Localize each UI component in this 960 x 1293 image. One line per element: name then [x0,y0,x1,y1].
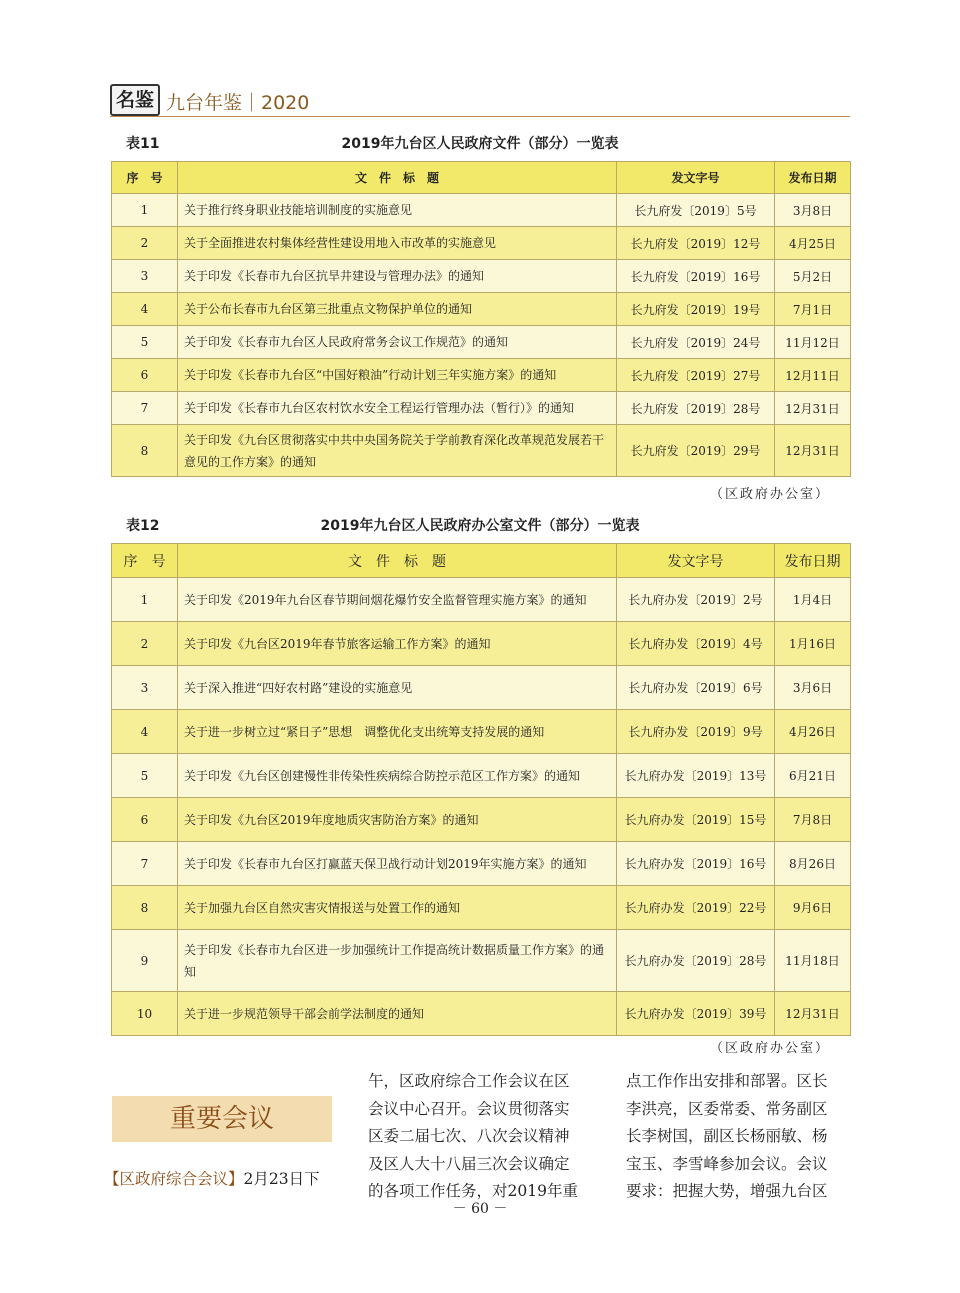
row-date: 12月31日 [775,992,851,1036]
text-line: 李洪亮，区委常委、常务副区 [626,1099,828,1118]
col-header-title: 文 件 标 题 [178,544,617,578]
row-docno: 长九府发〔2019〕16号 [617,260,775,293]
row-title: 关于印发《长春市九台区“中国好粮油”行动计划三年实施方案》的通知 [178,359,617,392]
table-row [112,992,851,1036]
row-title: 关于印发《九台区2019年度地质灾害防治方案》的通知 [178,798,617,842]
row-index: 3 [112,666,178,710]
row-docno: 长九府办发〔2019〕28号 [617,930,775,992]
page-header [110,84,850,116]
table-row [112,194,851,227]
meeting-heading: 【区政府综合会议】 [104,1170,244,1188]
row-docno: 长九府办发〔2019〕15号 [617,798,775,842]
row-docno: 长九府办发〔2019〕39号 [617,992,775,1036]
row-index: 2 [112,227,178,260]
row-date: 7月8日 [775,798,851,842]
row-date: 11月18日 [775,930,851,992]
row-title: 关于进一步树立过“紧日子”思想 调整优化支出统筹支持发展的通知 [178,710,617,754]
table11-label: 表11 [126,136,160,152]
text-column-1 [104,1166,340,1194]
row-index: 5 [112,754,178,798]
table-row [112,666,851,710]
row-title: 关于公布长春市九台区第三批重点文物保护单位的通知 [178,293,617,326]
table-row [112,359,851,392]
text-line: 点工作作出安排和部署。区长 [626,1072,828,1090]
section-title: 重要会议 [169,1104,274,1134]
row-date: 12月11日 [775,359,851,392]
row-date: 7月1日 [775,293,851,326]
row-docno: 长九府发〔2019〕19号 [617,293,775,326]
row-docno: 长九府办发〔2019〕22号 [617,886,775,930]
table-row [112,710,851,754]
row-title: 关于印发《长春市九台区打赢蓝天保卫战行动计划2019年实施方案》的通知 [178,842,617,886]
table11-source: （区政府办公室） [710,487,831,502]
row-title: 关于印发《九台区创建慢性非传染性疾病综合防控示范区工作方案》的通知 [178,754,617,798]
row-date: 8月26日 [775,842,851,886]
row-docno: 长九府发〔2019〕28号 [617,392,775,425]
row-title: 关于印发《九台区贯彻落实中共中央国务院关于学前教育深化改革规范发展若干意见的工作方案》的通知 [178,425,617,477]
row-title: 关于加强九台区自然灾害灾情报送与处置工作的通知 [178,886,617,930]
col-header-index: 序 号 [112,544,178,578]
table12-title: 2019年九台区人民政府办公室文件（部分）一览表 [320,518,640,534]
table-row [112,754,851,798]
text-line: 的各项工作任务，对2019年重 [368,1182,578,1200]
row-index: 7 [112,842,178,886]
text-line: 长李树国，副区长杨丽敏、杨 [626,1127,828,1145]
row-date: 9月6日 [775,886,851,930]
page-number: － 60 － [452,1201,508,1217]
col-header-date: 发布日期 [775,162,851,194]
row-date: 11月12日 [775,326,851,359]
row-date: 1月4日 [775,578,851,622]
table-row [112,930,851,992]
row-index: 7 [112,392,178,425]
row-docno: 长九府发〔2019〕27号 [617,359,775,392]
col-header-docno: 发文字号 [617,544,775,578]
table12-header-row [112,544,851,578]
row-title: 关于印发《长春市九台区农村饮水安全工程运行管理办法（暂行）》的通知 [178,392,617,425]
table11-title: 2019年九台区人民政府文件（部分）一览表 [341,136,619,152]
row-title: 关于深入推进“四好农村路”建设的实施意见 [178,666,617,710]
header-rule [110,116,850,117]
row-title: 关于印发《长春市九台区人民政府常务会议工作规范》的通知 [178,326,617,359]
row-title: 关于印发《长春市九台区进一步加强统计工作提高统计数据质量工作方案》的通知 [178,930,617,992]
row-index: 2 [112,622,178,666]
row-docno: 长九府发〔2019〕24号 [617,326,775,359]
row-docno: 长九府发〔2019〕29号 [617,425,775,477]
row-date: 12月31日 [775,392,851,425]
row-title: 关于印发《2019年九台区春节期间烟花爆竹安全监督管理实施方案》的通知 [178,578,617,622]
col-header-docno: 发文字号 [617,162,775,194]
text-line: 及区人大十八届三次会议确定 [368,1154,570,1173]
row-docno: 长九府发〔2019〕5号 [617,194,775,227]
table-row [112,578,851,622]
table-row [112,798,851,842]
section-banner [112,1096,332,1142]
row-date: 6月21日 [775,754,851,798]
text-line: 区委二届七次、八次会议精神 [368,1127,570,1145]
row-docno: 长九府办发〔2019〕6号 [617,666,775,710]
yearbook-logo: 名鉴 [110,84,160,116]
row-index: 9 [112,930,178,992]
table11 [111,161,851,477]
row-title: 关于推行终身职业技能培训制度的实施意见 [178,194,617,227]
table11-header-row [112,162,851,194]
row-index: 1 [112,578,178,622]
paragraph-text: 2月23日下 [243,1170,320,1188]
table-row [112,842,851,886]
row-docno: 长九府办发〔2019〕4号 [617,622,775,666]
row-docno: 长九府办发〔2019〕2号 [617,578,775,622]
col-header-title: 文 件 标 题 [178,162,617,194]
text-column-3 [626,1068,856,1206]
table-row [112,227,851,260]
row-date: 3月8日 [775,194,851,227]
table-row [112,293,851,326]
table-row [112,622,851,666]
text-line: 要求：把握大势，增强九台区 [626,1182,828,1200]
row-index: 8 [112,425,178,477]
row-title: 关于进一步规范领导干部会前学法制度的通知 [178,992,617,1036]
row-title: 关于全面推进农村集体经营性建设用地入市改革的实施意见 [178,227,617,260]
row-index: 6 [112,359,178,392]
row-date: 4月26日 [775,710,851,754]
row-index: 3 [112,260,178,293]
row-index: 10 [112,992,178,1036]
row-title: 关于印发《长春市九台区抗旱井建设与管理办法》的通知 [178,260,617,293]
table-row [112,425,851,477]
row-docno: 长九府办发〔2019〕16号 [617,842,775,886]
row-index: 4 [112,710,178,754]
row-date: 4月25日 [775,227,851,260]
text-column-2 [368,1068,598,1206]
col-header-index: 序 号 [112,162,178,194]
table-row [112,392,851,425]
row-index: 5 [112,326,178,359]
row-index: 4 [112,293,178,326]
table-row [112,326,851,359]
row-docno: 长九府发〔2019〕12号 [617,227,775,260]
table12-label: 表12 [126,518,160,534]
row-title: 关于印发《九台区2019年春节旅客运输工作方案》的通知 [178,622,617,666]
row-index: 6 [112,798,178,842]
row-docno: 长九府办发〔2019〕9号 [617,710,775,754]
text-line: 宝玉、李雪峰参加会议。会议 [626,1154,828,1173]
table12 [111,543,851,1036]
text-line: 会议中心召开。会议贯彻落实 [368,1099,570,1118]
table-row [112,886,851,930]
row-date: 3月6日 [775,666,851,710]
row-index: 1 [112,194,178,227]
table12-source: （区政府办公室） [710,1041,831,1056]
row-docno: 长九府办发〔2019〕13号 [617,754,775,798]
text-line: 午，区政府综合工作会议在区 [368,1072,570,1090]
row-date: 12月31日 [775,425,851,477]
row-date: 5月2日 [775,260,851,293]
row-index: 8 [112,886,178,930]
book-title: 九台年鉴｜2020 [166,92,310,114]
table-row [112,260,851,293]
col-header-date: 发布日期 [775,544,851,578]
row-date: 1月16日 [775,622,851,666]
